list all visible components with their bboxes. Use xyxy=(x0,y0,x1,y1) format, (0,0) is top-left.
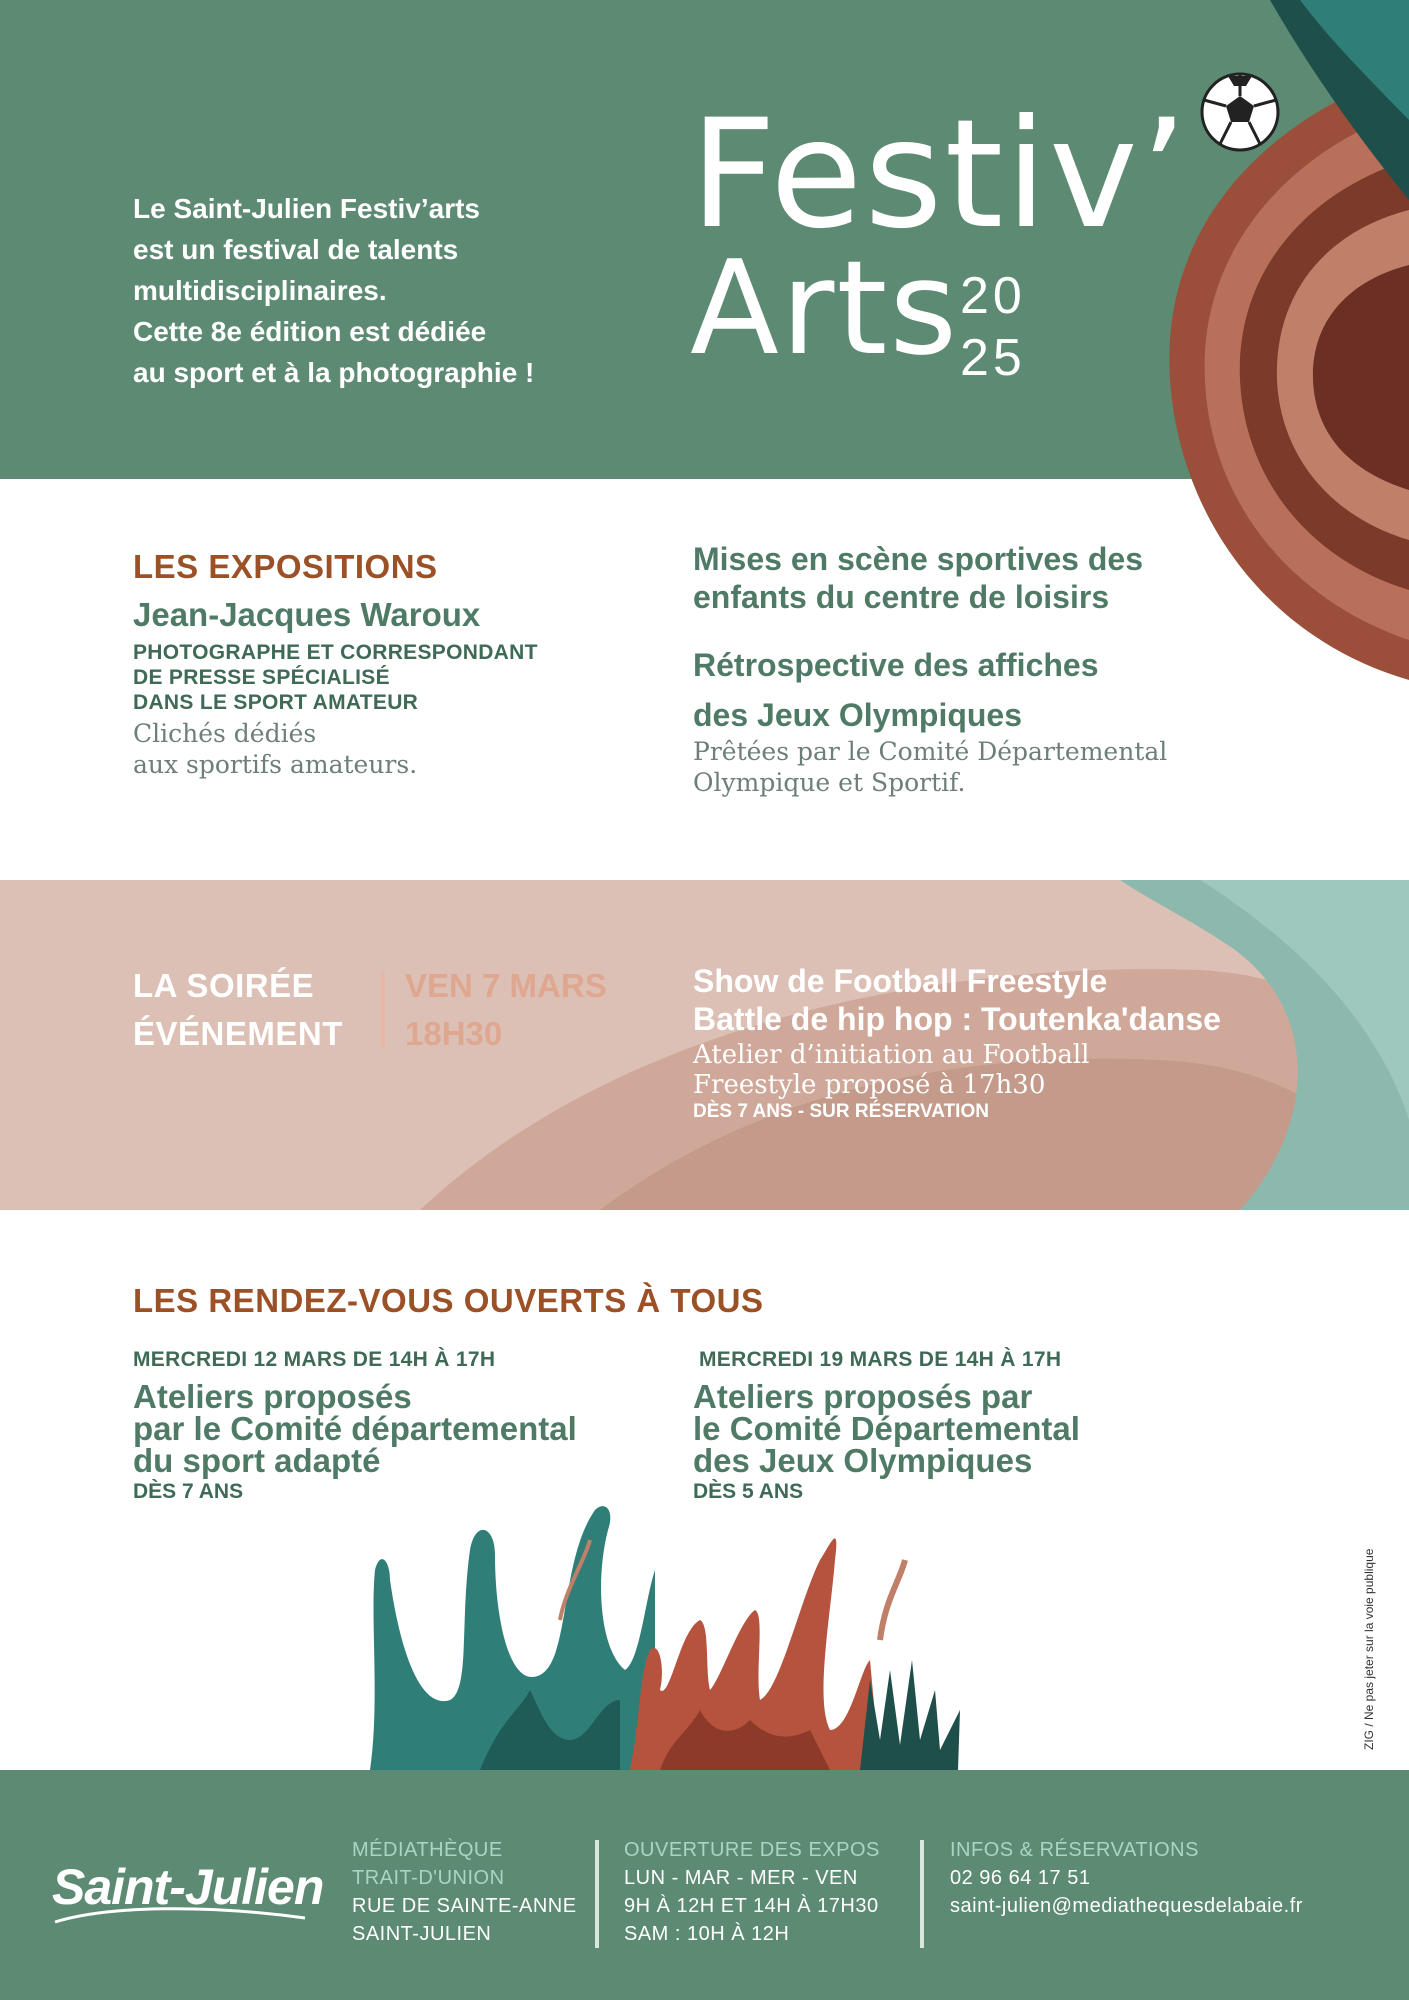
rdv-right-age: DÈS 5 ANS xyxy=(693,1480,804,1503)
atelier-age: DÈS 7 ANS - SUR RÉSERVATION xyxy=(693,1101,989,1122)
artist-description xyxy=(133,718,417,780)
soiree-datetime xyxy=(405,962,607,1058)
logo-year-top: 20 xyxy=(960,267,1026,325)
venue-address-line: RUE DE SAINTE-ANNE xyxy=(352,1895,577,1917)
intro-line: multidisciplinaires. xyxy=(133,275,387,306)
venue-block xyxy=(352,1836,577,1948)
phone-link[interactable]: 02 96 64 17 51 xyxy=(950,1867,1091,1889)
rdv-left-line: du sport adapté xyxy=(133,1442,381,1479)
atelier-line: Atelier d’initiation au Football xyxy=(693,1040,1090,1070)
hours-line: 9H À 12H ET 14H À 17H30 xyxy=(624,1895,879,1917)
expositions-title: LES EXPOSITIONS xyxy=(133,548,438,585)
recycling-note: ZIG / Ne pas jeter sur la voie publique xyxy=(1362,1548,1376,1750)
retrospective-description-line: Olympique et Sportif. xyxy=(693,768,966,797)
artist-role xyxy=(133,640,538,715)
retrospective-description-line: Prêtées par le Comité Départemental xyxy=(693,737,1168,766)
intro-text xyxy=(133,188,653,393)
soiree-date: VEN 7 MARS xyxy=(405,967,607,1004)
soiree-program xyxy=(693,962,1221,1038)
rdv-right-line: le Comité Départemental xyxy=(693,1410,1080,1447)
info-block xyxy=(950,1836,1303,1920)
splash-illustration-icon xyxy=(360,1500,1020,1770)
hours-line: LUN - MAR - MER - VEN xyxy=(624,1867,858,1889)
soiree-title-line: ÉVÉNEMENT xyxy=(133,1015,343,1052)
artist-description-line: aux sportifs amateurs. xyxy=(133,750,418,779)
rdv-left-age: DÈS 7 ANS xyxy=(133,1480,244,1503)
football-icon xyxy=(1198,70,1282,154)
retrospective-description xyxy=(693,736,1167,798)
logo-arts: Arts xyxy=(690,232,960,384)
footer-divider xyxy=(920,1840,924,1948)
artist-name: Jean-Jacques Waroux xyxy=(133,596,481,633)
rdv-right-line: Ateliers proposés par xyxy=(693,1378,1033,1415)
festival-logo xyxy=(690,88,1190,400)
soiree-title-line: LA SOIRÉE xyxy=(133,967,315,1004)
hours-block xyxy=(624,1836,880,1948)
logo-swoosh-icon xyxy=(50,1900,310,1930)
mises-en-scene-line: enfants du centre de loisirs xyxy=(693,579,1110,615)
rdv-left-line: Ateliers proposés xyxy=(133,1378,412,1415)
intro-line: Le Saint-Julien Festiv’arts xyxy=(133,193,480,224)
info-label: INFOS & RÉSERVATIONS xyxy=(950,1839,1199,1861)
saint-julien-logo: Saint-Julien xyxy=(52,1859,324,1915)
venue-label-line: TRAIT-D'UNION xyxy=(352,1867,505,1889)
program-line: Battle de hip hop : Toutenka'danse xyxy=(693,1001,1221,1037)
program-line: Show de Football Freestyle xyxy=(693,963,1108,999)
atelier-description xyxy=(693,1040,1090,1100)
venue-address-line: SAINT-JULIEN xyxy=(352,1923,492,1945)
email-link[interactable]: saint-julien@mediathequesdelabaie.fr xyxy=(950,1895,1303,1917)
artist-role-line: PHOTOGRAPHE ET CORRESPONDANT xyxy=(133,641,538,664)
retrospective-line: Rétrospective des affiches xyxy=(693,647,1099,683)
artist-role-line: DANS LE SPORT AMATEUR xyxy=(133,691,419,714)
rdv-left-description xyxy=(133,1378,577,1479)
soiree-title xyxy=(133,962,343,1058)
footer-divider xyxy=(595,1840,599,1948)
hours-line: SAM : 10H À 12H xyxy=(624,1923,790,1945)
rdv-right-date: MERCREDI 19 MARS DE 14H À 17H xyxy=(699,1348,1062,1371)
rdv-left-line: par le Comité départemental xyxy=(133,1410,577,1447)
artist-role-line: DE PRESSE SPÉCIALISÉ xyxy=(133,666,390,689)
intro-line: au sport et à la photographie ! xyxy=(133,357,535,388)
hours-label: OUVERTURE DES EXPOS xyxy=(624,1839,880,1861)
intro-line: Cette 8e édition est dédiée xyxy=(133,316,487,347)
atelier-line: Freestyle proposé à 17h30 xyxy=(693,1070,1046,1100)
mises-en-scene-line: Mises en scène sportives des xyxy=(693,541,1143,577)
soiree-time: 18H30 xyxy=(405,1015,503,1052)
intro-line: est un festival de talents xyxy=(133,234,459,265)
logo-year-bottom: 25 xyxy=(960,329,1026,387)
logo-festiv: Festiv’ xyxy=(690,88,1190,262)
soiree-divider xyxy=(381,972,385,1048)
rdv-right-line: des Jeux Olympiques xyxy=(693,1442,1033,1479)
retrospective-line: des Jeux Olympiques xyxy=(693,697,1023,733)
mises-en-scene-title xyxy=(693,540,1143,616)
retrospective-title xyxy=(693,640,1099,740)
artist-description-line: Clichés dédiés xyxy=(133,719,317,748)
venue-label-line: MÉDIATHÈQUE xyxy=(352,1839,503,1861)
rendezvous-title: LES RENDEZ-VOUS OUVERTS À TOUS xyxy=(133,1282,764,1319)
rdv-left-date: MERCREDI 12 MARS DE 14H À 17H xyxy=(133,1348,496,1371)
rdv-right-description xyxy=(693,1378,1080,1479)
